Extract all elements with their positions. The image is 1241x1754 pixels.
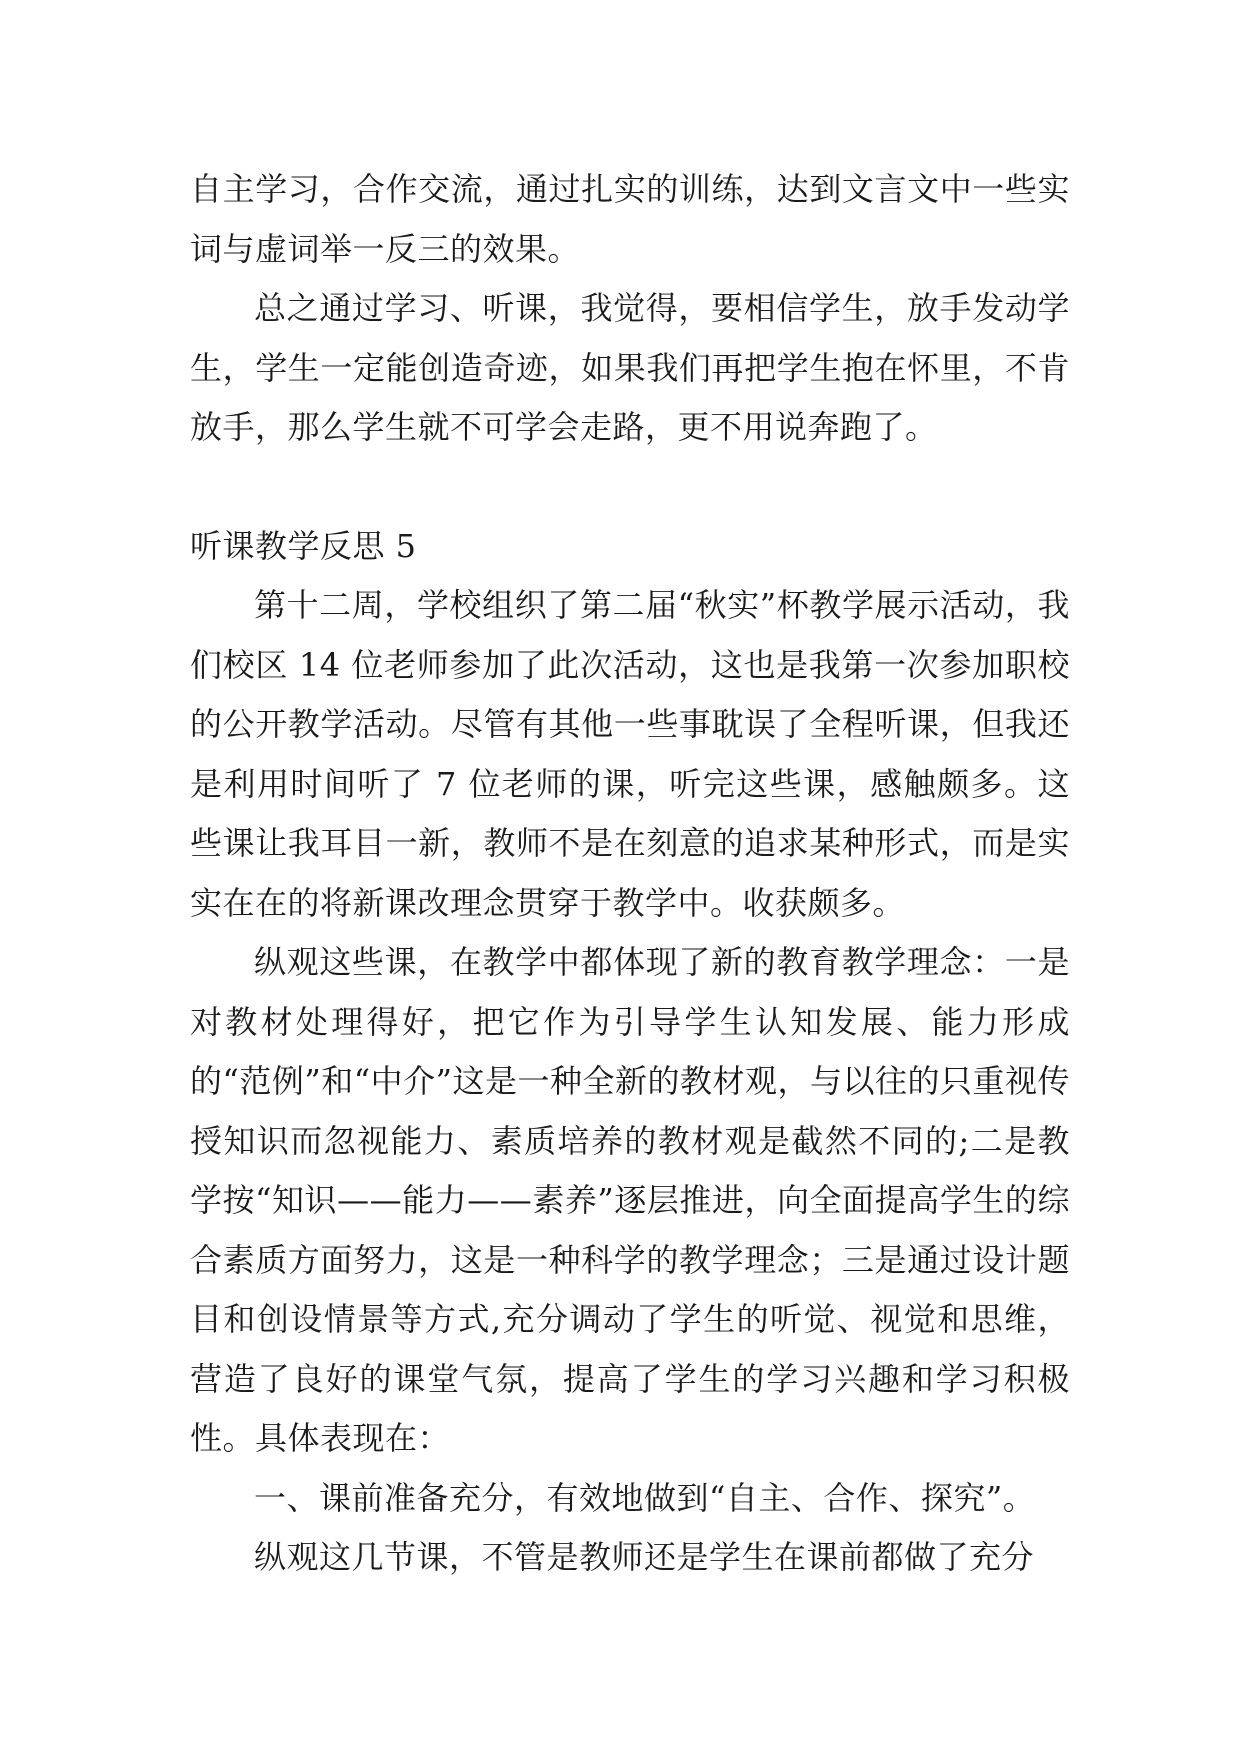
paragraph-overview: 纵观这些课，在教学中都体现了新的教育教学理念：一是对教材处理得好，把它作为引导学生认知发展、能力形成的“范例”和“中介”这是一种全新的教材观，与以往的只重视传授知识而忽视能力、素质培养的教材观是截然不同的;二是教学按“知识——能力——素养”逐层推进，向全面提高学生的综合素质方面努力，这是一种科学的教学理念；三是通过设计题目和创设情景等方式,充分调动了学生的听觉、视觉和思维，营造了良好的课堂气氛，提高了学生的学习兴趣和学习积极性。具体表现在： — [190, 943, 1070, 1457]
paragraph-point-one-detail: 纵观这几节课，不管是教师还是学生在课前都做了充分 — [254, 1538, 1035, 1576]
section-title: 听课教学反思 5 — [190, 526, 417, 565]
paragraph-continued: 自主学习，合作交流，通过扎实的训练，达到文言文中一些实词与虚词举一反三的效果。 — [190, 170, 1070, 268]
document-body — [190, 160, 1070, 1588]
paragraph-conclusion: 总之通过学习、听课，我觉得，要相信学生，放手发动学生，学生一定能创造奇迹，如果我们再把学生抱在怀里，不肯放手，那么学生就不可学会走路，更不用说奔跑了。 — [190, 289, 1070, 446]
paragraph-event: 第十二周，学校组织了第二届“秋实”杯教学展示活动，我们校区 14 位老师参加了此次活动，这也是我第一次参加职校的公开教学活动。尽管有其他一些事耽误了全程听课，但我还是利用时间听了 7 位老师的课，听完这些课，感触颇多。这些课让我耳目一新，教师不是在刻意的追求某种形式，而是实实在在的将新课改理念贯穿于教学中。收获颇多。 — [190, 586, 1070, 922]
paragraph-point-one: 一、课前准备充分，有效地做到“自主、合作、探究”。 — [254, 1478, 1036, 1517]
